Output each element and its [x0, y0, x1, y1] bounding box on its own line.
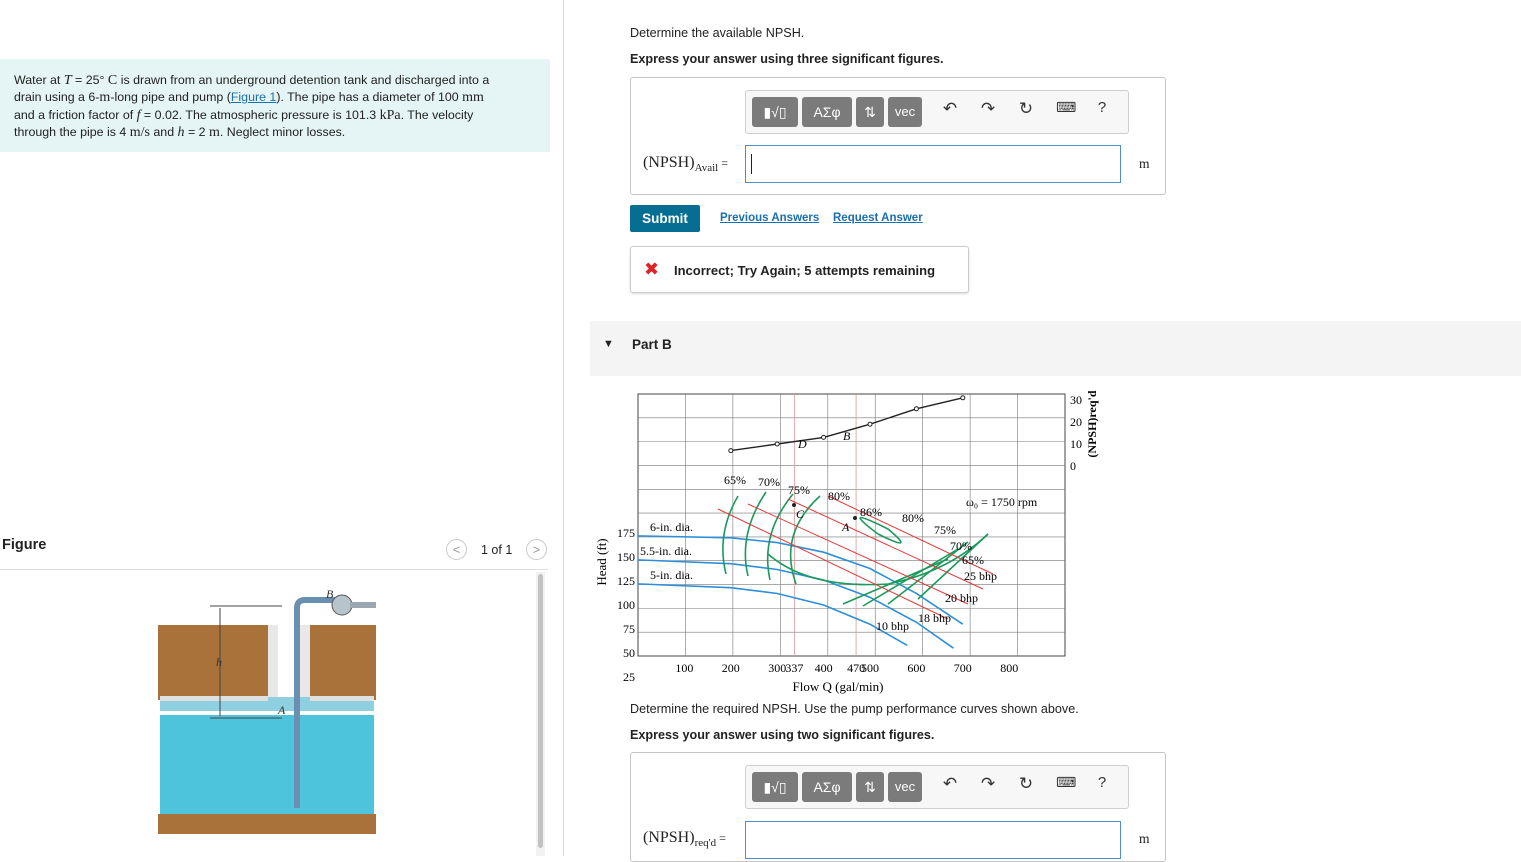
chevron-right-icon: > [532, 542, 541, 557]
efficiency-label: 70% [950, 539, 972, 553]
eq-sub: req'd [694, 837, 717, 850]
problem-text: . The velocity [400, 107, 474, 122]
reset-icon[interactable]: ↻ [1018, 99, 1034, 118]
partB-answer-input[interactable] [745, 821, 1121, 859]
suction-pipe [294, 608, 300, 808]
x-tick-label: 470 [847, 661, 866, 675]
x-tick-label: 600 [907, 661, 926, 675]
collapse-triangle-icon: ▼ [603, 338, 614, 350]
power-line [718, 509, 948, 619]
problem-text: -long pipe and pump ( [110, 90, 231, 105]
partB-answer-box [630, 752, 1166, 862]
problem-text: Water at [14, 73, 64, 87]
help-button[interactable]: ? [1097, 774, 1107, 791]
greek-button[interactable]: ΑΣφ [802, 772, 852, 802]
y-tick-label: 100 [617, 598, 635, 612]
y2-axis-label: (NPSH)req'd [1085, 390, 1099, 458]
y2-tick-label: 30 [1070, 393, 1082, 407]
efficiency-label: 80% [828, 489, 850, 503]
chart-labels [594, 390, 1099, 694]
var-T: T [63, 73, 72, 88]
left-wall [268, 625, 278, 697]
head-curve-label: 5-in. dia. [650, 567, 693, 582]
point-label: A [842, 520, 850, 534]
problem-text: is drawn from an underground detention tank and discharged into a [117, 73, 490, 87]
npsh-point [822, 435, 826, 439]
problem-text: = 2 [184, 124, 209, 139]
y-tick-label: 150 [617, 550, 635, 564]
pump [332, 595, 352, 615]
efficiency-label: 86% [860, 505, 882, 519]
npsh-point [775, 442, 779, 446]
y-tick-label: 25 [623, 670, 635, 684]
unit-C: C [107, 73, 118, 88]
keyboard-icon[interactable]: ⌨ [1056, 99, 1077, 115]
ground-soil [158, 625, 376, 700]
partB-unit: m [1139, 831, 1150, 846]
redo-icon[interactable]: ↷ [980, 99, 996, 118]
partB-header[interactable] [590, 321, 1521, 376]
discharge-pipe [350, 602, 376, 608]
arrows-button[interactable]: ⇅ [856, 97, 884, 127]
efficiency-label: 65% [962, 553, 984, 567]
x-tick-label: 100 [675, 661, 694, 675]
efficiency-contour [723, 496, 738, 574]
figure-count: 1 of 1 [481, 543, 513, 557]
arrows-button[interactable]: ⇅ [856, 772, 884, 802]
eq-tail: = [716, 831, 726, 845]
point-label: C [796, 507, 805, 521]
templates-button[interactable] [752, 772, 798, 802]
previous-answers-link[interactable]: Previous Answers [720, 212, 820, 224]
y-tick-label: 50 [623, 646, 635, 660]
efficiency-contour [860, 518, 901, 543]
power-label: 25 bhp [964, 569, 997, 583]
point-label: B [843, 429, 851, 443]
right-wall [300, 625, 310, 697]
reset-icon[interactable]: ↻ [1018, 774, 1034, 793]
problem-text: and a friction factor of [14, 107, 137, 122]
y-axis-label: Head (ft) [594, 538, 609, 586]
next-figure-button[interactable] [526, 539, 547, 560]
problem-text: ). The pipe has a diameter of 100 [276, 90, 463, 105]
npsh-point [961, 396, 965, 400]
point-label: D [798, 437, 807, 451]
vec-button[interactable]: vec [888, 772, 922, 802]
y-tick-label: 75 [623, 622, 635, 636]
tank-bottom-soil [158, 814, 376, 834]
request-answer-link[interactable]: Request Answer [833, 212, 923, 224]
npsh-point [729, 449, 733, 453]
efficiency-label: 80% [902, 511, 924, 525]
figure-link[interactable]: Figure 1 [230, 90, 277, 105]
partA-question: Determine the available NPSH. [630, 26, 805, 40]
partA-answer-input[interactable] [745, 145, 1121, 183]
x-tick-label: 800 [1000, 661, 1019, 675]
error-x-icon: ✖ [644, 259, 660, 279]
help-button[interactable]: ? [1097, 99, 1107, 116]
problem-text: drain using a 6- [14, 90, 100, 105]
templates-button[interactable] [752, 97, 798, 127]
unit-mm: mm [462, 90, 484, 106]
npsh-point [868, 422, 872, 426]
operating-point [853, 516, 857, 520]
partA-instruction: Express your answer using three significant figures. [630, 52, 944, 66]
label-B: B [326, 587, 334, 601]
y-tick-label: 125 [617, 574, 635, 588]
partB-instruction: Express your answer using two significant figures. [630, 728, 935, 742]
power-line [748, 504, 968, 604]
speed-label: ω₀ = 1750 rpm [966, 495, 1038, 509]
undo-icon[interactable]: ↶ [942, 99, 958, 118]
partB-toolbar [745, 765, 1129, 809]
x-tick-label: 337 [785, 661, 804, 675]
eq-tail: = [718, 156, 728, 170]
label-A: A [278, 703, 286, 717]
partA-answer-box [630, 77, 1166, 195]
redo-icon[interactable]: ↷ [980, 774, 996, 793]
eq-main: (NPSH) [643, 154, 695, 171]
unit-kPa: kPa [379, 107, 401, 123]
head-curve-label: 6-in. dia. [650, 519, 693, 534]
keyboard-icon[interactable]: ⌨ [1056, 774, 1077, 790]
efficiency-label: 75% [934, 523, 956, 537]
partA-unit: m [1139, 156, 1150, 171]
problem-text: = 0.02. The atmospheric pressure is 101.3 [140, 107, 380, 122]
x-tick-label: 500 [861, 661, 879, 675]
efficiency-label: 65% [724, 473, 746, 487]
x-tick-label: 400 [814, 661, 833, 675]
unit-m: m [99, 90, 111, 106]
efficiency-label: 75% [788, 483, 810, 497]
figure-divider [0, 569, 548, 570]
fraction-sqrt-icon: ▮√▯ [763, 779, 787, 795]
tank-water [160, 715, 374, 817]
power-label: 18 bhp [918, 611, 951, 625]
x-tick-label: 300 [768, 661, 787, 675]
unit-m: m [209, 124, 220, 140]
right-panel [564, 0, 1521, 856]
tank-ceiling-right [310, 696, 374, 701]
fraction-sqrt-icon: ▮√▯ [763, 104, 787, 120]
efficiency-label: 70% [758, 475, 780, 489]
x-axis-label: Flow Q (gal/min) [792, 679, 884, 694]
partB-question: Determine the required NPSH. Use the pump performance curves shown above. [630, 702, 1079, 716]
chevron-left-icon: < [452, 542, 461, 557]
label-h: h [216, 655, 222, 669]
prev-figure-button[interactable] [446, 539, 467, 560]
var-f: f [136, 107, 141, 123]
figure-heading: Figure [2, 537, 47, 553]
partB-equation-label [643, 829, 726, 849]
unit-ms: m/s [129, 124, 150, 140]
power-label: 20 bhp [945, 591, 978, 605]
power-label: 10 bhp [876, 619, 909, 633]
partA-equation-label [643, 154, 728, 174]
greek-button[interactable]: ΑΣφ [802, 97, 852, 127]
undo-icon[interactable]: ↶ [942, 774, 958, 793]
vec-button[interactable]: vec [888, 97, 922, 127]
eq-sub: Avail [694, 162, 719, 175]
problem-text: and [149, 124, 178, 139]
text-caret [751, 154, 752, 174]
y2-tick-label: 0 [1070, 459, 1076, 473]
feedback-text: Incorrect; Try Again; 5 attempts remaining [674, 263, 936, 278]
left-panel [0, 0, 564, 856]
problem-text: = 25° [71, 73, 108, 87]
eq-main: (NPSH) [643, 829, 695, 846]
partB-title: Part B [632, 337, 672, 352]
tank-figure [150, 578, 390, 848]
y-tick-label: 175 [617, 526, 635, 540]
feedback-box [630, 246, 969, 293]
problem-text: through the pipe is 4 [14, 124, 130, 139]
partA-toolbar [745, 90, 1129, 134]
npsh-point [914, 407, 918, 411]
y2-tick-label: 10 [1070, 437, 1082, 451]
x-tick-label: 200 [721, 661, 740, 675]
figure-scrollbar-thumb[interactable] [538, 574, 543, 848]
y2-tick-label: 20 [1070, 415, 1082, 429]
problem-text: . Neglect minor losses. [219, 124, 346, 139]
pump-performance-chart [588, 384, 1168, 700]
problem-statement [0, 59, 550, 152]
submit-button[interactable]: Submit [630, 205, 700, 232]
var-h: h [177, 124, 185, 140]
tank-ceiling-left [160, 696, 268, 701]
x-tick-label: 700 [953, 661, 972, 675]
head-curve-label: 5.5-in. dia. [640, 543, 692, 558]
pipe-elbow [297, 600, 335, 608]
